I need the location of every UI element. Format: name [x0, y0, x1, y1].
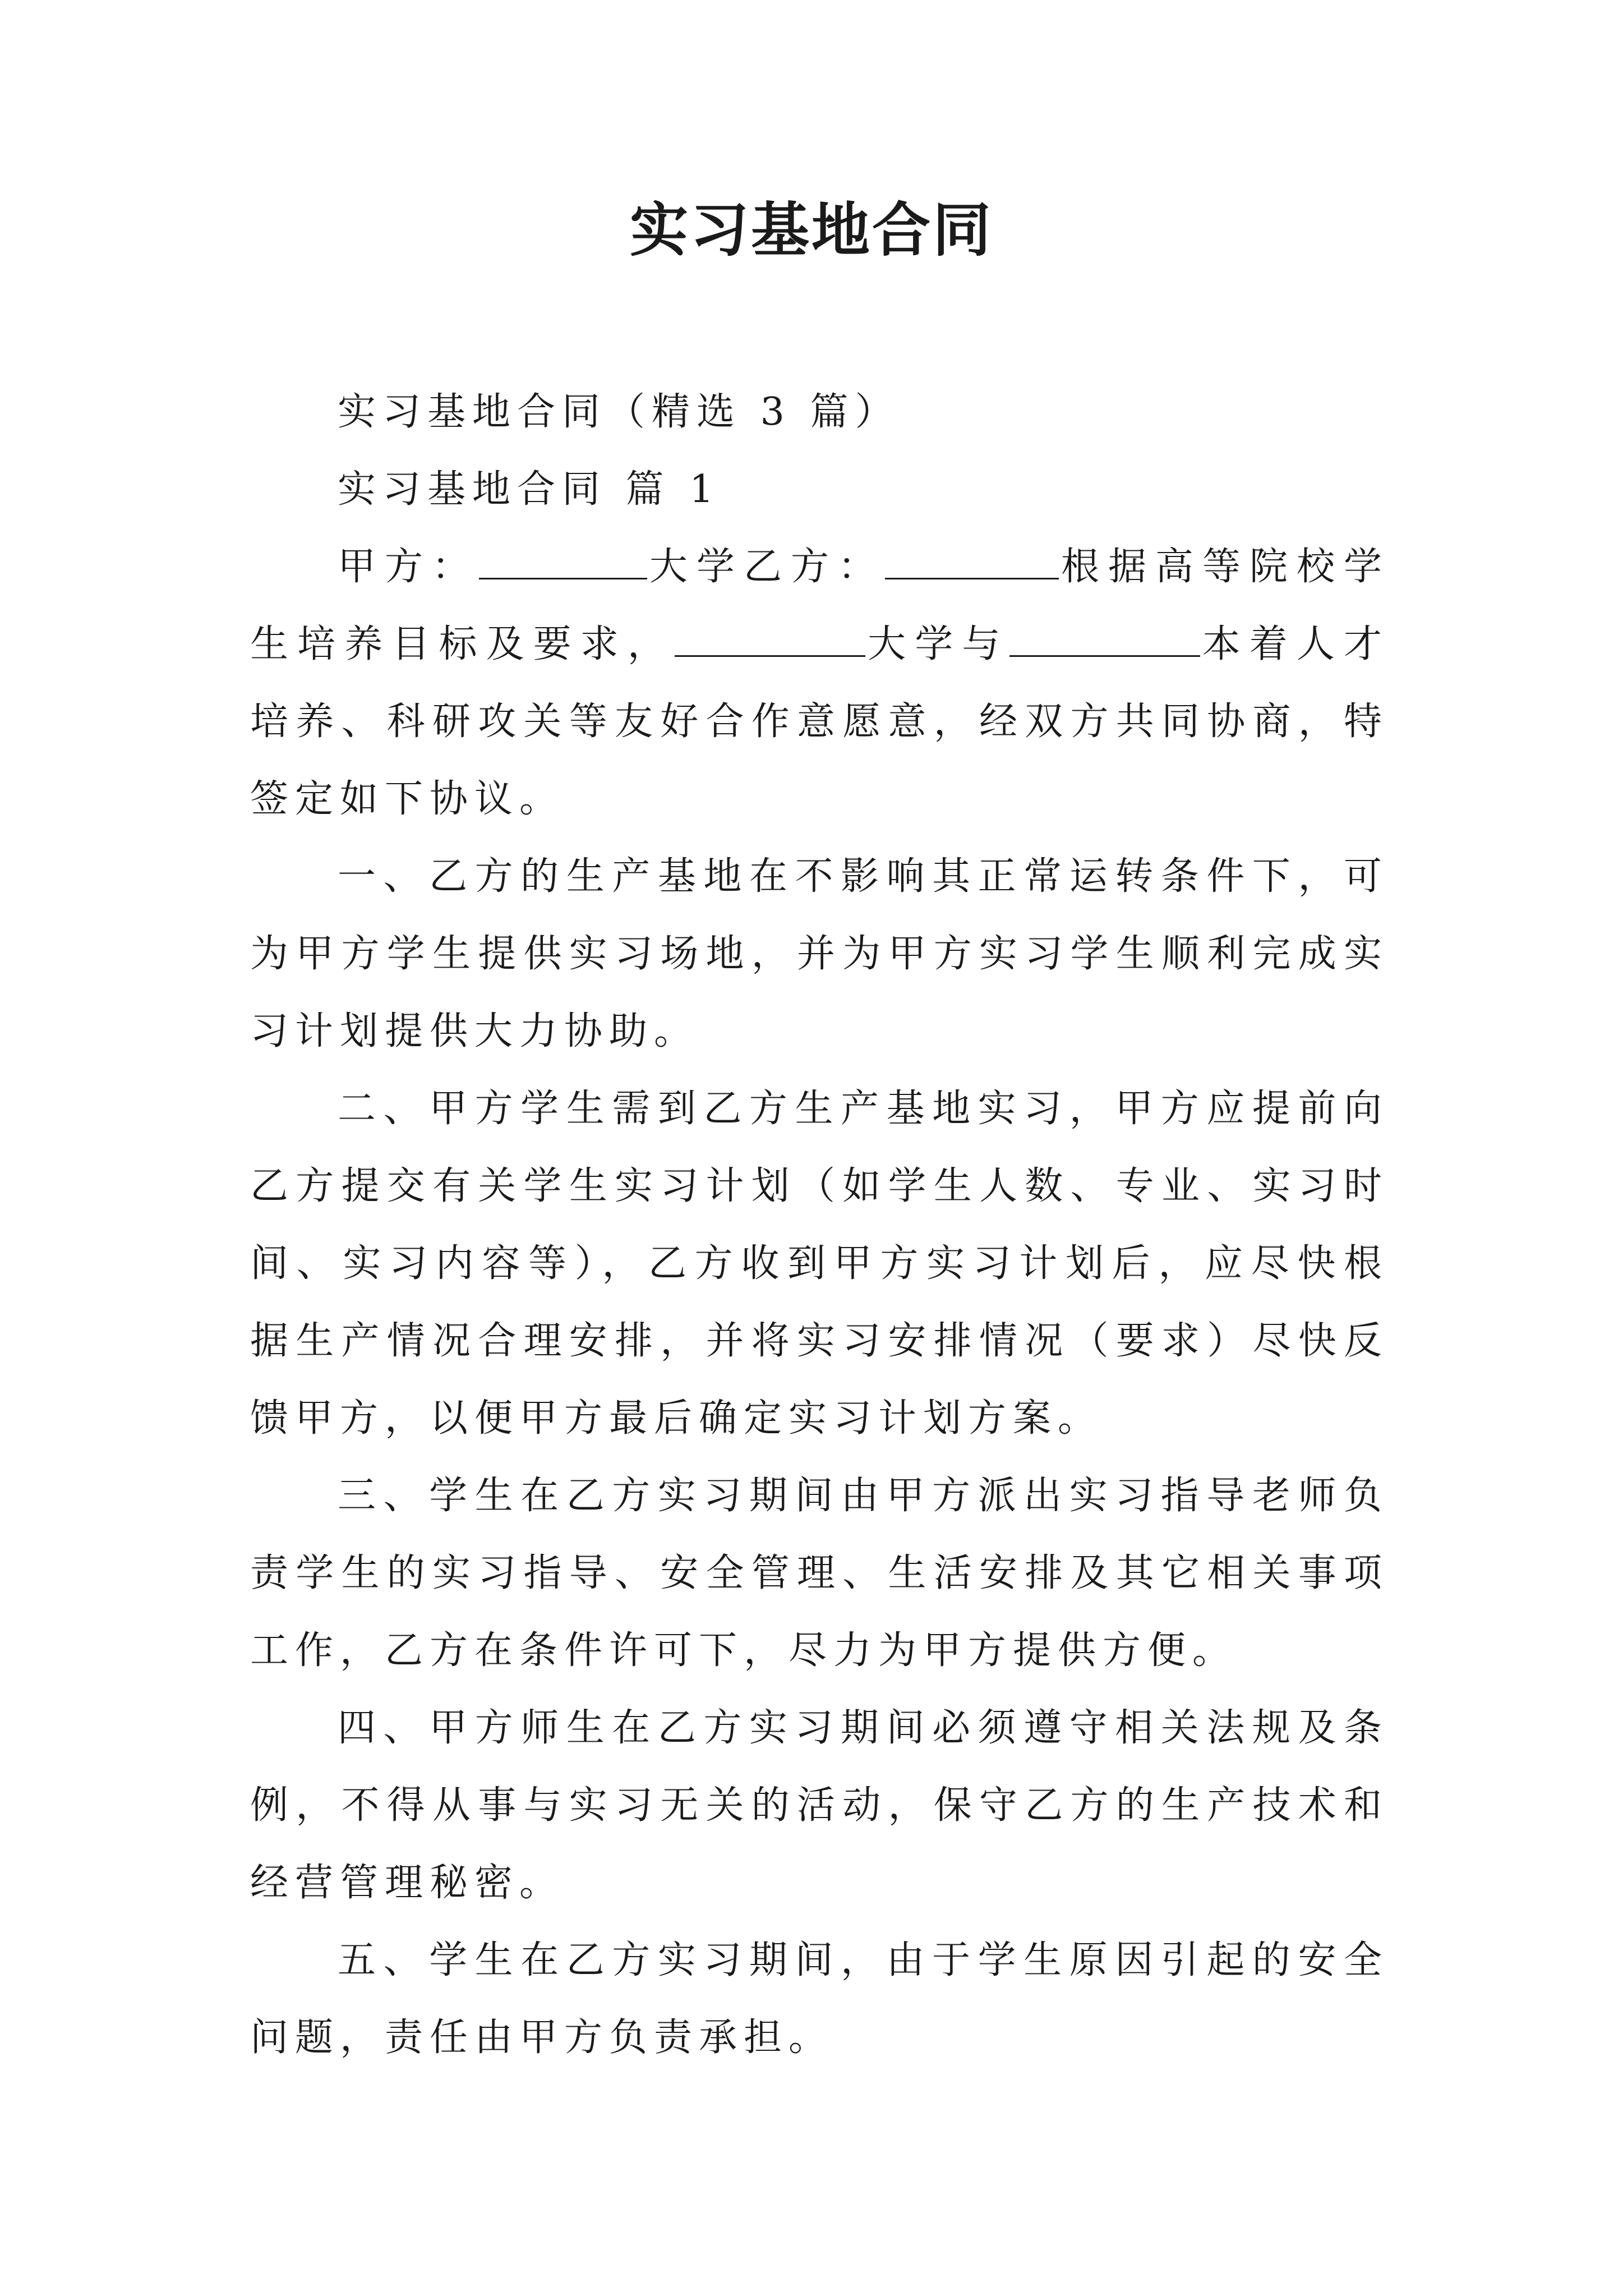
clause-5: 五、学生在乙方实习期间，由于学生原因引起的安全问题，责任由甲方负责承担。 [250, 1938, 1389, 2060]
clause-2: 二、甲方学生需到乙方生产基地实习，甲方应提前向乙方提交有关学生实习计划（如学生人数、专业、实习时间、实习内容等），乙方收到甲方实习计划后，应尽快根据生产情况合理安排，并将实习安排情况（要求）尽快反馈甲方，以便甲方最后确定实习计划方案。 [250, 1087, 1389, 1441]
clause-4: 四、甲方师生在乙方实习期间必须遵守相关法规及条例，不得从事与实习无关的活动，保守乙方的生产技术和经营管理秘密。 [250, 1706, 1389, 1905]
party-a-label: 甲方： [338, 545, 479, 589]
university-blank [675, 622, 865, 657]
document-title: 实习基地合同 [629, 195, 993, 264]
section-heading: 实习基地合同 篇 1 [338, 467, 721, 512]
intro-mid: 根据高等院校学生培养目标及要求， [250, 545, 1389, 666]
party-a-suffix: 大学乙方： [647, 545, 885, 589]
university-label: 大学与 [865, 622, 1009, 666]
document-subtitle: 实习基地合同（精选 3 篇） [338, 390, 900, 434]
clause-3: 三、学生在乙方实习期间由甲方派出实习指导老师负责学生的实习指导、安全管理、生活安排及其它相关事项工作，乙方在条件许可下，尽力为甲方提供方便。 [250, 1474, 1389, 1673]
party-b-blank [885, 544, 1059, 579]
clause-1: 一、乙方的生产基地在不影响其正常运转条件下，可为甲方学生提供实习场地，并为甲方实习学生顺利完成实习计划提供大力协助。 [250, 854, 1389, 1053]
intro-paragraph [250, 528, 1389, 838]
intro-end: 本着人才培养、科研攻关等友好合作意愿意，经双方共同协商，特签定如下协议。 [250, 622, 1389, 821]
document-body [250, 374, 1389, 2077]
partner-blank [1009, 622, 1200, 657]
party-a-blank [479, 544, 647, 579]
